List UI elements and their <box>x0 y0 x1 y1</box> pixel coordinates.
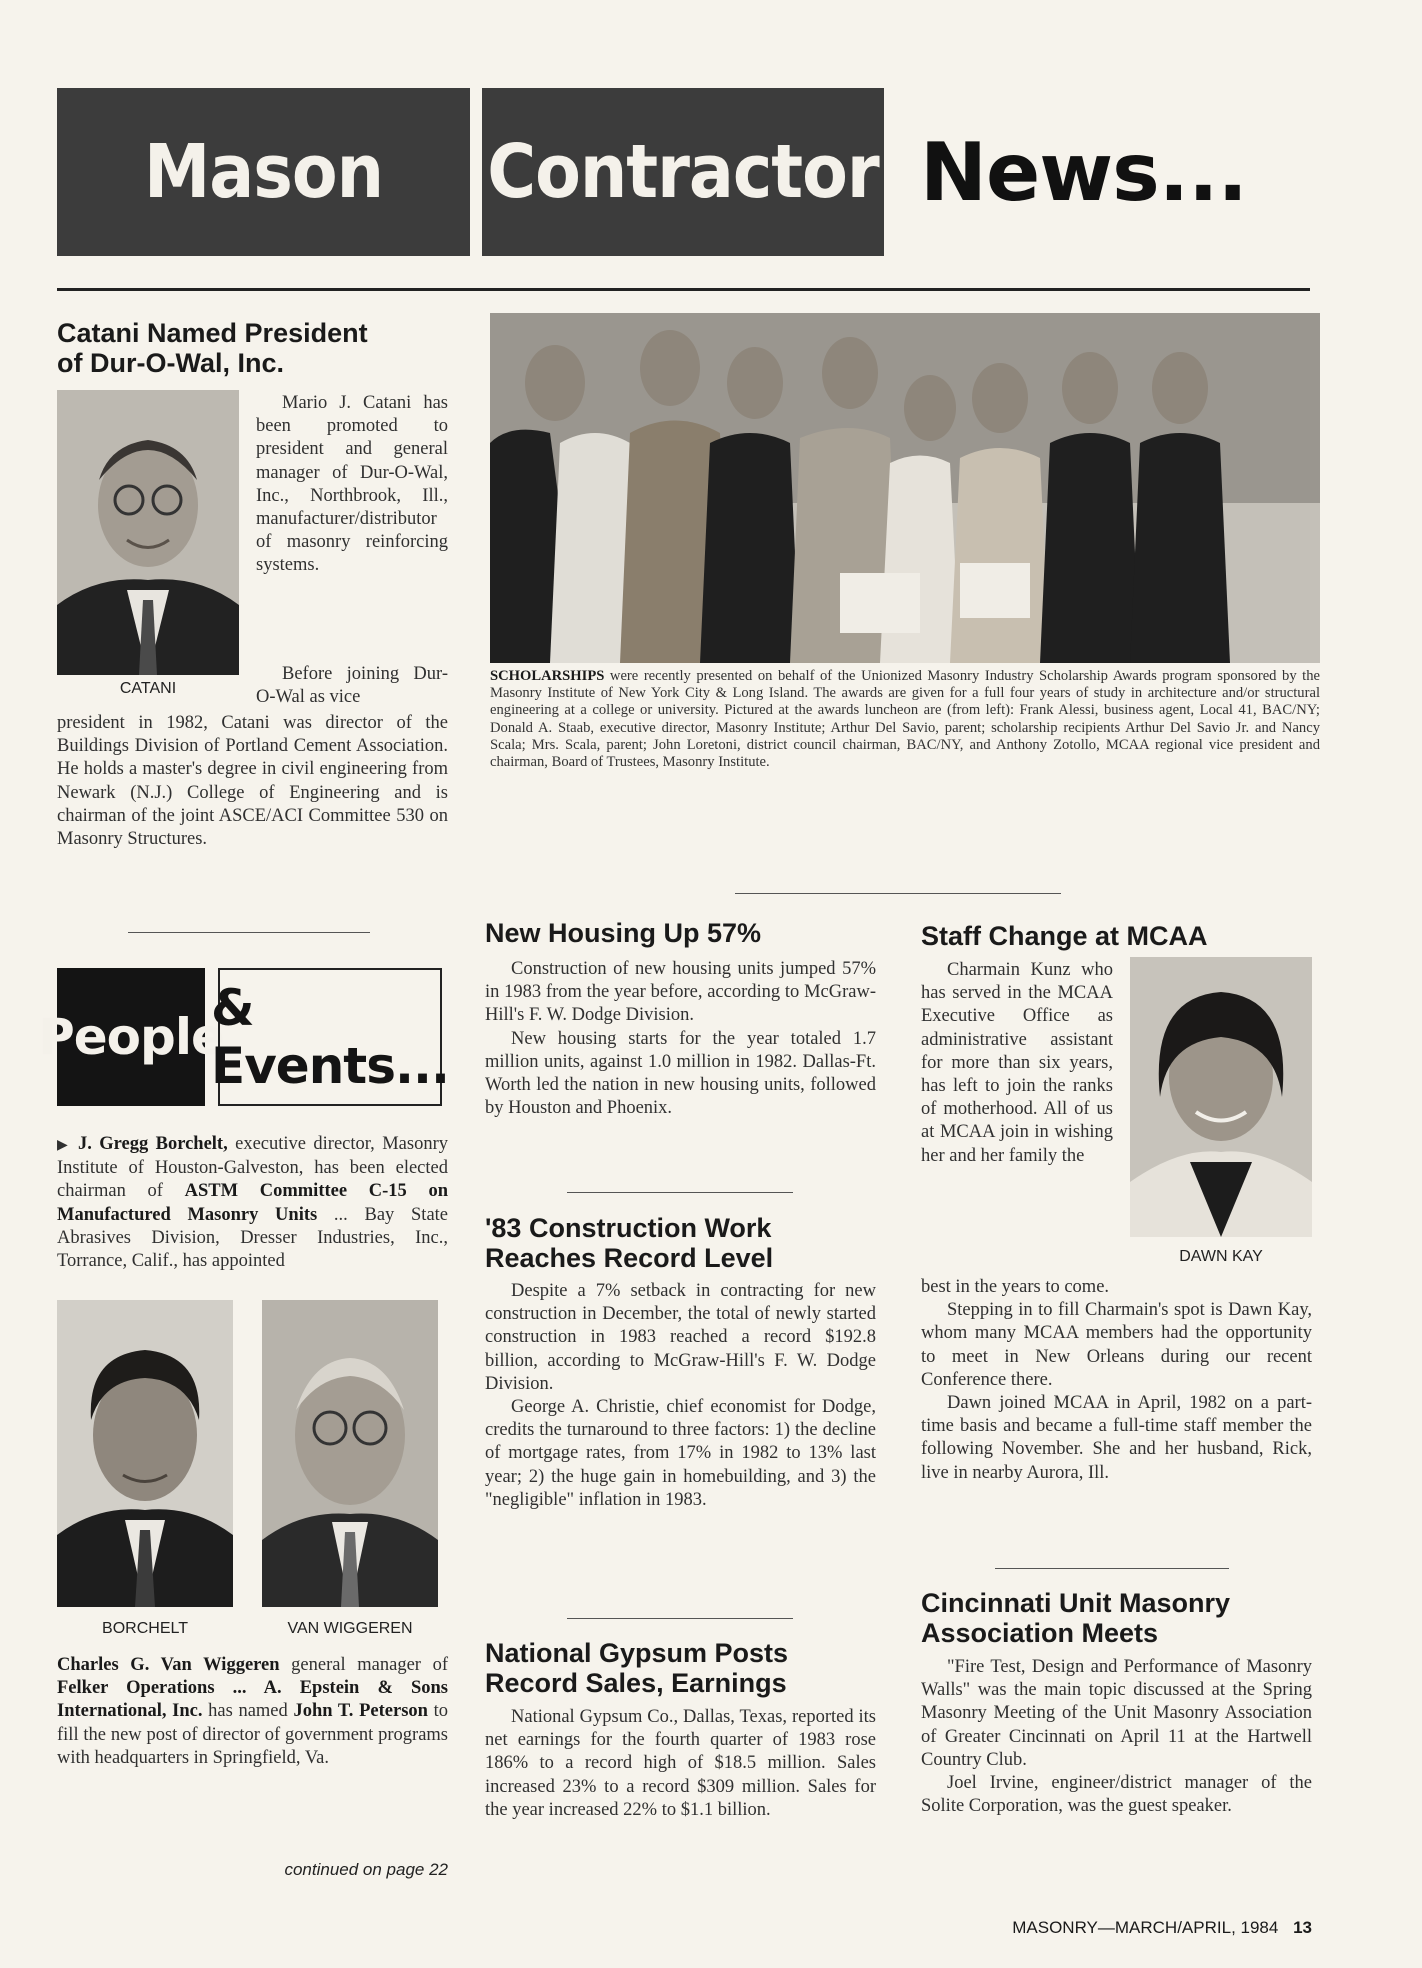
footer-publication: MASONRY—MARCH/APRIL, 1984 <box>1012 1918 1279 1937</box>
masthead-mason <box>57 88 470 256</box>
staff-body: best in the years to come. Stepping in to fill Charmain's spot is Dawn Kay, whom many MCAA members had the opportunity to meet in New Orleans during our recent Conference there. Dawn joined MCAA in April, 1982 on a part-time basis and became a full-time staff member the following November. She and her husband, Rick, live in nearby Aurora, Ill. <box>921 1277 1312 1483</box>
divider-mid-top <box>735 893 1061 894</box>
staff-headline: Staff Change at MCAA <box>921 921 1208 951</box>
divider-right-1 <box>995 1568 1229 1569</box>
cincinnati-headline: Cincinnati Unit Masonry Association Meets <box>921 1588 1231 1649</box>
divider-left-1 <box>128 932 370 933</box>
masthead-news: News... <box>920 126 1247 219</box>
people-item2: Charles G. Van Wiggeren general manager of Felker Operations ... A. Epstein & Sons International, Inc. has named John T. Peterson to fill the new post of director of government programs with headquarters in Springfield, Va. <box>57 1655 448 1768</box>
masthead-word-contractor: Contractor <box>487 129 879 215</box>
catani-headline: Catani Named President of Dur-O-Wal, Inc. <box>57 318 368 379</box>
catani-photo-label: CATANI <box>119 680 177 697</box>
catani-para1: Mario J. Catani has been promoted to president and general manager of Dur-O-Wal, Inc., Northbrook, Ill., manufacturer/distributor of masonry reinforcing systems. <box>256 393 448 576</box>
people-word: People <box>38 1008 224 1066</box>
scholarship-photo <box>490 313 1320 663</box>
people-item1: ▶ J. Gregg Borchelt, executive director, Masonry Institute of Houston-Galveston, has been elected chairman of ASTM Committee C-15 on Manufactured Masonry Units ... Bay State Abrasives Division, Dresser Industries, Inc., Torrance, Calif., has appointed <box>57 1134 449 1272</box>
vanwiggeren-label: VAN WIGGEREN <box>287 1620 413 1637</box>
gypsum-headline: National Gypsum Posts Record Sales, Earnings <box>485 1638 789 1699</box>
housing-body: Construction of new housing units jumped 57% in 1983 from the year before, according to McGraw-Hill's F. W. Dodge Division. New housing starts for the year totaled 1.7 million units, against 1.0 million in 1982. Dallas-Ft. Worth led the nation in new housing units, followed by Houston and Phoenix. <box>485 959 876 1119</box>
housing-headline: New Housing Up 57% <box>485 918 762 948</box>
people-box <box>38 968 224 1106</box>
masthead-word-mason: Mason <box>144 129 383 215</box>
scholarship-caption: SCHOLARSHIPS were recently presented on behalf of the Unionized Masonry Industry Scholarship Awards program sponsored by the Masonry Institute of New York City & Long Island. The awards are given for a full four years of study in architecture and/or structural engineering at a college or university. Pictured at the awards luncheon are (from left): Frank Alessi, business agent, Local 41, BAC/NY; Donald A. Staab, executive director, Masonry Institute; Arthur Del Savio, parent; scholarship recipients Arthur Del Savio Jr. and Nancy Scala; Mrs. Scala, parent; John Loretoni, district council chairman, BAC/NY, and Anthony Zotollo, MCAA regional vice president and chairman, Board of Trustees, Masonry Institute. <box>490 668 1320 771</box>
construction-body: Despite a 7% setback in contracting for new construction in December, the total of newly started construction in 1983 reached a record $192.8 billion, according to McGraw-Hill's F. W. Dodge Division. George A. Christie, chief economist for Dodge, credits the turnaround to three factors: 1) the decline of mortgage rates, from 17% in 1982 to 13% last year; 2) the huge gain in homebuilding, and 3) the "negligible" inflation in 1983. <box>485 1281 876 1510</box>
dawn-kay-photo <box>1130 957 1312 1237</box>
page-footer <box>880 1918 1312 1938</box>
staff-para1: Charmain Kunz who has served in the MCAA Executive Office as administrative assistant for more than six years, has left to join the ranks of motherhood. All of us at MCAA join in wishing her and her family the <box>921 960 1113 1166</box>
continued-note: continued on page 22 <box>284 1860 448 1879</box>
catani-para2-start: Before joining Dur-O-Wal as vice <box>256 664 448 708</box>
cincinnati-body: "Fire Test, Design and Performance of Masonry Walls" was the main topic discussed at the Spring Masonry Meeting of the Unit Masonry Association of Greater Cincinnati on April 11 at the Hartwell Country Club. Joel Irvine, engineer/district manager of the Solite Corporation, was the guest speaker. <box>921 1657 1312 1817</box>
borchelt-photo <box>57 1300 233 1607</box>
events-word: & Events... <box>211 979 449 1095</box>
footer-page-number: 13 <box>1293 1918 1312 1937</box>
events-box <box>211 968 449 1106</box>
gypsum-body: National Gypsum Co., Dallas, Texas, reported its net earnings for the fourth quarter of 1983 rose 186% to a record high of $18.5 million. Sales increased 23% to a record $309 million. Sales for the year increased 22% to $1.1 billion. <box>485 1707 876 1820</box>
divider-mid-2 <box>567 1618 793 1619</box>
bullet-arrow-icon: ▶ <box>57 1137 71 1153</box>
masthead-contractor <box>482 88 884 256</box>
borchelt-label: BORCHELT <box>102 1620 188 1637</box>
catani-photo <box>57 390 239 675</box>
divider-mid-1 <box>567 1192 793 1193</box>
catani-para2: president in 1982, Catani was director of the Buildings Division of Portland Cement Association. He holds a master's degree in civil engineering from Newark (N.J.) College of Engineering and is chairman of the joint ASCE/ACI Committee 530 on Masonry Structures. <box>57 713 448 850</box>
dawn-kay-label: DAWN KAY <box>1179 1248 1263 1265</box>
vanwiggeren-photo <box>262 1300 438 1607</box>
construction-headline: '83 Construction Work Reaches Record Level <box>485 1213 774 1274</box>
masthead-rule <box>57 288 1310 291</box>
